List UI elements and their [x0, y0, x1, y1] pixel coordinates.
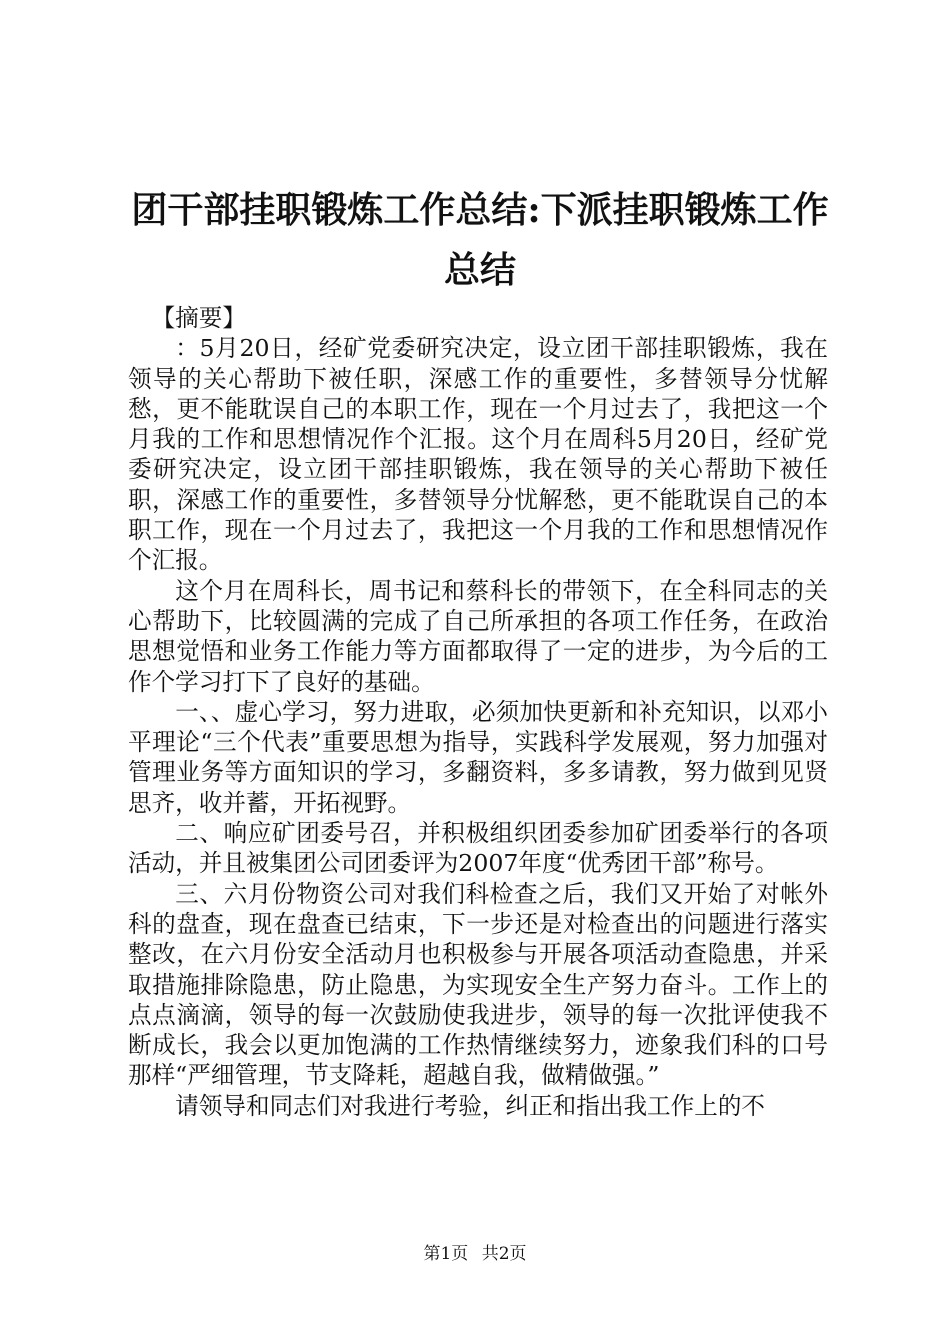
paragraph: 三、六月份物资公司对我们科检查之后，我们又开始了对帐外科的盘查，现在盘查已结束，下一步还是对检查出的问题进行落实整改，在六月份安全活动月也积极参与开展各项活动查隐患，并采取措施排除隐患，防止隐患，为实现安全生产努力奋斗。工作上的点点滴滴，领导的每一次鼓励使我进步，领导的每一次批评使我不断成长，我会以更加饱满的工作热情继续努力，迹象我们科的口号那样“严细管理，节支降耗，超越自我，做精做强。”: [128, 879, 828, 1090]
title-line-2: 总结: [443, 249, 516, 291]
page-footer: [0, 1244, 950, 1264]
document-body: [128, 303, 828, 1121]
page-number: 第1页: [423, 1244, 469, 1264]
page-total: 共2页: [481, 1244, 527, 1264]
document-title: [120, 180, 840, 300]
paragraph: 请领导和同志们对我进行考验，纠正和指出我工作上的不: [175, 1091, 766, 1120]
paragraph: 二、响应矿团委号召，并积极组织团委参加矿团委举行的各项活动，并且被集团公司团委评为2007年度“优秀团干部”称号。: [128, 819, 828, 878]
paragraph: 这个月在周科长，周书记和蔡科长的带领下，在全科同志的关心帮助下，比较圆满的完成了自己所承担的各项工作任务，在政治思想觉悟和业务工作能力等方面都取得了一定的进步，为今后的工作个学习打下了良好的基础。: [128, 576, 828, 696]
paragraph: 一、、虚心学习，努力进取，必须加快更新和补充知识，以邓小平理论“三个代表”重要思想为指导，实践科学发展观，努力加强对管理业务等方面知识的学习，多翻资料，多多请教，努力做到见贤思齐，收并蓄，开拓视野。: [128, 697, 828, 817]
title-line-1: 团干部挂职锻炼工作总结:下派挂职锻炼工作: [131, 189, 829, 231]
abstract-label: 【摘要】: [151, 304, 246, 332]
paragraph: ：5月20日，经矿党委研究决定，设立团干部挂职锻炼，我在领导的关心帮助下被任职，深感工作的重要性，多替领导分忧解愁，更不能耽误自己的本职工作，现在一个月过去了，我把这一个月我的工作和思想情况作个汇报。这个月在周科5月20日，经矿党委研究决定，设立团干部挂职锻炼，我在领导的关心帮助下被任职，深感工作的重要性，多替领导分忧解愁，更不能耽误自己的本职工作，现在一个月过去了，我把这一个月我的工作和思想情况作个汇报。: [128, 334, 828, 575]
